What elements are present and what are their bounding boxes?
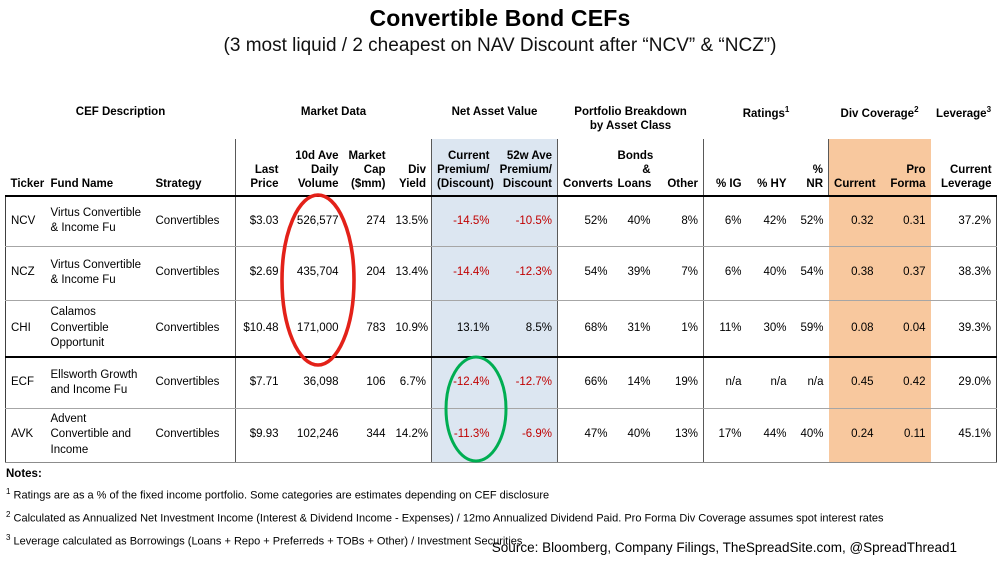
cell-last_price: $10.48 [236, 300, 284, 357]
column-header-other: Other [656, 139, 704, 196]
cell-volume_10d_avg: 526,577 [284, 196, 344, 246]
cell-bonds_loans: 14% [613, 357, 656, 408]
group-header: Net Asset Value [451, 106, 538, 118]
table-row-avk [6, 408, 997, 462]
column-header-current_leverage: Current Leverage [931, 139, 997, 196]
column-header-fund_name: Fund Name [46, 139, 151, 196]
group-header: Portfolio Breakdown by Asset Class [574, 106, 687, 133]
column-header-volume_10d_avg: 10d Ave Daily Volume [284, 139, 344, 196]
column-header-row [6, 139, 997, 196]
cell-pct_ig: 6% [704, 246, 747, 300]
cell-pct_nr: n/a [792, 357, 829, 408]
cell-bonds_loans: 31% [613, 300, 656, 357]
cell-ticker: NCZ [6, 246, 46, 300]
footnote-1-sup: 1 [6, 487, 11, 496]
cell-market_cap_mm: 274 [344, 196, 391, 246]
cell-pct_ig: n/a [704, 357, 747, 408]
cell-bonds_loans: 40% [613, 408, 656, 462]
cell-pct_hy: n/a [747, 357, 792, 408]
cell-converts: 68% [558, 300, 613, 357]
page-subtitle: (3 most liquid / 2 cheapest on NAV Discount after “NCV” & “NCZ”) [223, 35, 777, 56]
cell-strategy: Convertibles [151, 246, 236, 300]
cell-fund_name: Virtus Convertible & Income Fu [46, 246, 151, 300]
footnote-2-text: Calculated as Annualized Net Investment Income (Interest & Dividend Income - Expenses) / 12mo Annualized Dividend Paid. Pro Forma Div Coverage assumes spot interest rates [13, 512, 884, 525]
cell-pct_nr: 54% [792, 246, 829, 300]
group-header: Leverage$^3$ [936, 105, 992, 120]
cell-div_coverage_pro_forma: 0.37 [879, 246, 931, 300]
cell-other: 8% [656, 196, 704, 246]
cell-last_price: $3.03 [236, 196, 284, 246]
cell-div_coverage_pro_forma: 0.42 [879, 357, 931, 408]
cell-ticker: ECF [6, 357, 46, 408]
cell-bonds_loans: 40% [613, 196, 656, 246]
cell-div_yield: 13.5% [391, 196, 432, 246]
cell-strategy: Convertibles [151, 357, 236, 408]
cell-div_yield: 13.4% [391, 246, 432, 300]
cell-converts: 54% [558, 246, 613, 300]
cell-strategy: Convertibles [151, 300, 236, 357]
footnote-3-text: Leverage calculated as Borrowings (Loans + Repo + Preferreds + TOBs + Other) / Investment Securities [13, 535, 523, 548]
source-attribution: Source: Bloomberg, Company Filings, TheSpreadSite.com, @SpreadThread1 [491, 540, 957, 555]
cell-ticker: AVK [6, 408, 46, 462]
cell-pct_ig: 17% [704, 408, 747, 462]
cell-pct_nr: 59% [792, 300, 829, 357]
cell-current_premium_discount: -14.4% [432, 246, 495, 300]
table-row-ecf [6, 357, 997, 408]
column-header-pct_hy: % HY [747, 139, 792, 196]
column-header-ticker: Ticker [6, 139, 46, 196]
column-header-pct_ig: % IG [704, 139, 747, 196]
cell-current_leverage: 39.3% [931, 300, 997, 357]
column-header-pct_nr: % NR [792, 139, 829, 196]
column-header-premium_discount_52w_avg: 52w Ave Premium/ Discount [495, 139, 558, 196]
group-header: Ratings$^1$ [742, 105, 790, 120]
footnote-2-sup: 2 [6, 509, 11, 519]
column-header-bonds_loans: Bonds & Loans [613, 139, 656, 196]
cell-converts: 47% [558, 408, 613, 462]
column-header-market_cap_mm: Market Cap ($mm) [344, 139, 391, 196]
cell-market_cap_mm: 106 [344, 357, 391, 408]
cell-fund_name: Virtus Convertible & Income Fu [46, 196, 151, 246]
cell-current_premium_discount: 13.1% [432, 300, 495, 357]
cell-premium_discount_52w_avg: 8.5% [495, 300, 558, 357]
cell-current_premium_discount: -14.5% [432, 196, 495, 246]
cell-fund_name: Advent Convertible and Income [46, 408, 151, 462]
cell-strategy: Convertibles [151, 408, 236, 462]
column-header-current_premium_discount: Current Premium/ (Discount) [432, 139, 495, 196]
cell-last_price: $7.71 [236, 357, 284, 408]
footnote-div-coverage [6, 510, 986, 526]
cell-other: 19% [656, 357, 704, 408]
column-header-div_yield: Div Yield [391, 139, 432, 196]
notes-heading: Notes: [6, 468, 42, 480]
table-row-chi [6, 300, 997, 357]
cell-current_leverage: 29.0% [931, 357, 997, 408]
cell-premium_discount_52w_avg: -12.3% [495, 246, 558, 300]
cell-converts: 52% [558, 196, 613, 246]
cell-volume_10d_avg: 36,098 [284, 357, 344, 408]
cell-div_yield: 6.7% [391, 357, 432, 408]
cell-pct_ig: 11% [704, 300, 747, 357]
cell-div_coverage_pro_forma: 0.11 [879, 408, 931, 462]
cell-ticker: CHI [6, 300, 46, 357]
cef-table [5, 103, 997, 463]
cell-pct_hy: 40% [747, 246, 792, 300]
cell-market_cap_mm: 204 [344, 246, 391, 300]
cell-pct_nr: 40% [792, 408, 829, 462]
cell-div_coverage_current: 0.24 [829, 408, 879, 462]
cell-volume_10d_avg: 171,000 [284, 300, 344, 357]
cell-premium_discount_52w_avg: -6.9% [495, 408, 558, 462]
column-header-last_price: Last Price [236, 139, 284, 196]
table-body [6, 196, 997, 462]
cell-div_coverage_pro_forma: 0.04 [879, 300, 931, 357]
cell-div_yield: 10.9% [391, 300, 432, 357]
group-header-row [6, 103, 997, 139]
cell-current_leverage: 45.1% [931, 408, 997, 462]
cell-market_cap_mm: 783 [344, 300, 391, 357]
cell-current_premium_discount: -12.4% [432, 357, 495, 408]
column-header-strategy: Strategy [151, 139, 236, 196]
cell-pct_ig: 6% [704, 196, 747, 246]
cell-div_yield: 14.2% [391, 408, 432, 462]
cell-pct_nr: 52% [792, 196, 829, 246]
group-header: CEF Description [75, 106, 166, 118]
cell-current_premium_discount: -11.3% [432, 408, 495, 462]
page-title: Convertible Bond CEFs [369, 5, 631, 31]
cell-market_cap_mm: 344 [344, 408, 391, 462]
cell-div_coverage_current: 0.08 [829, 300, 879, 357]
cell-other: 1% [656, 300, 704, 357]
cell-fund_name: Calamos Convertible Opportunit [46, 300, 151, 357]
cell-pct_hy: 44% [747, 408, 792, 462]
cell-volume_10d_avg: 435,704 [284, 246, 344, 300]
column-header-div_coverage_pro_forma: Pro Forma [879, 139, 931, 196]
cell-last_price: $2.69 [236, 246, 284, 300]
cell-div_coverage_current: 0.38 [829, 246, 879, 300]
column-header-converts: Converts [558, 139, 613, 196]
cell-div_coverage_current: 0.45 [829, 357, 879, 408]
footnote-ratings [6, 487, 986, 503]
cell-pct_hy: 30% [747, 300, 792, 357]
group-header: Div Coverage$^2$ [840, 105, 919, 120]
cell-fund_name: Ellsworth Growth and Income Fu [46, 357, 151, 408]
cell-other: 13% [656, 408, 704, 462]
cell-premium_discount_52w_avg: -12.7% [495, 357, 558, 408]
cell-other: 7% [656, 246, 704, 300]
cell-pct_hy: 42% [747, 196, 792, 246]
table-row-ncz [6, 246, 997, 300]
footnote-3-sup: 3 [6, 532, 11, 542]
cell-current_leverage: 38.3% [931, 246, 997, 300]
cell-strategy: Convertibles [151, 196, 236, 246]
cell-converts: 66% [558, 357, 613, 408]
footnote-1-text: Ratings are as a % of the fixed income portfolio. Some categories are estimates depending on CEF disclosure [13, 489, 550, 502]
cell-volume_10d_avg: 102,246 [284, 408, 344, 462]
cell-bonds_loans: 39% [613, 246, 656, 300]
column-header-div_coverage_current: Current [829, 139, 879, 196]
cell-ticker: NCV [6, 196, 46, 246]
cell-div_coverage_current: 0.32 [829, 196, 879, 246]
table-head [6, 103, 997, 196]
table-row-ncv [6, 196, 997, 246]
cell-premium_discount_52w_avg: -10.5% [495, 196, 558, 246]
cell-div_coverage_pro_forma: 0.31 [879, 196, 931, 246]
group-header: Market Data [300, 106, 367, 118]
cell-current_leverage: 37.2% [931, 196, 997, 246]
cell-last_price: $9.93 [236, 408, 284, 462]
